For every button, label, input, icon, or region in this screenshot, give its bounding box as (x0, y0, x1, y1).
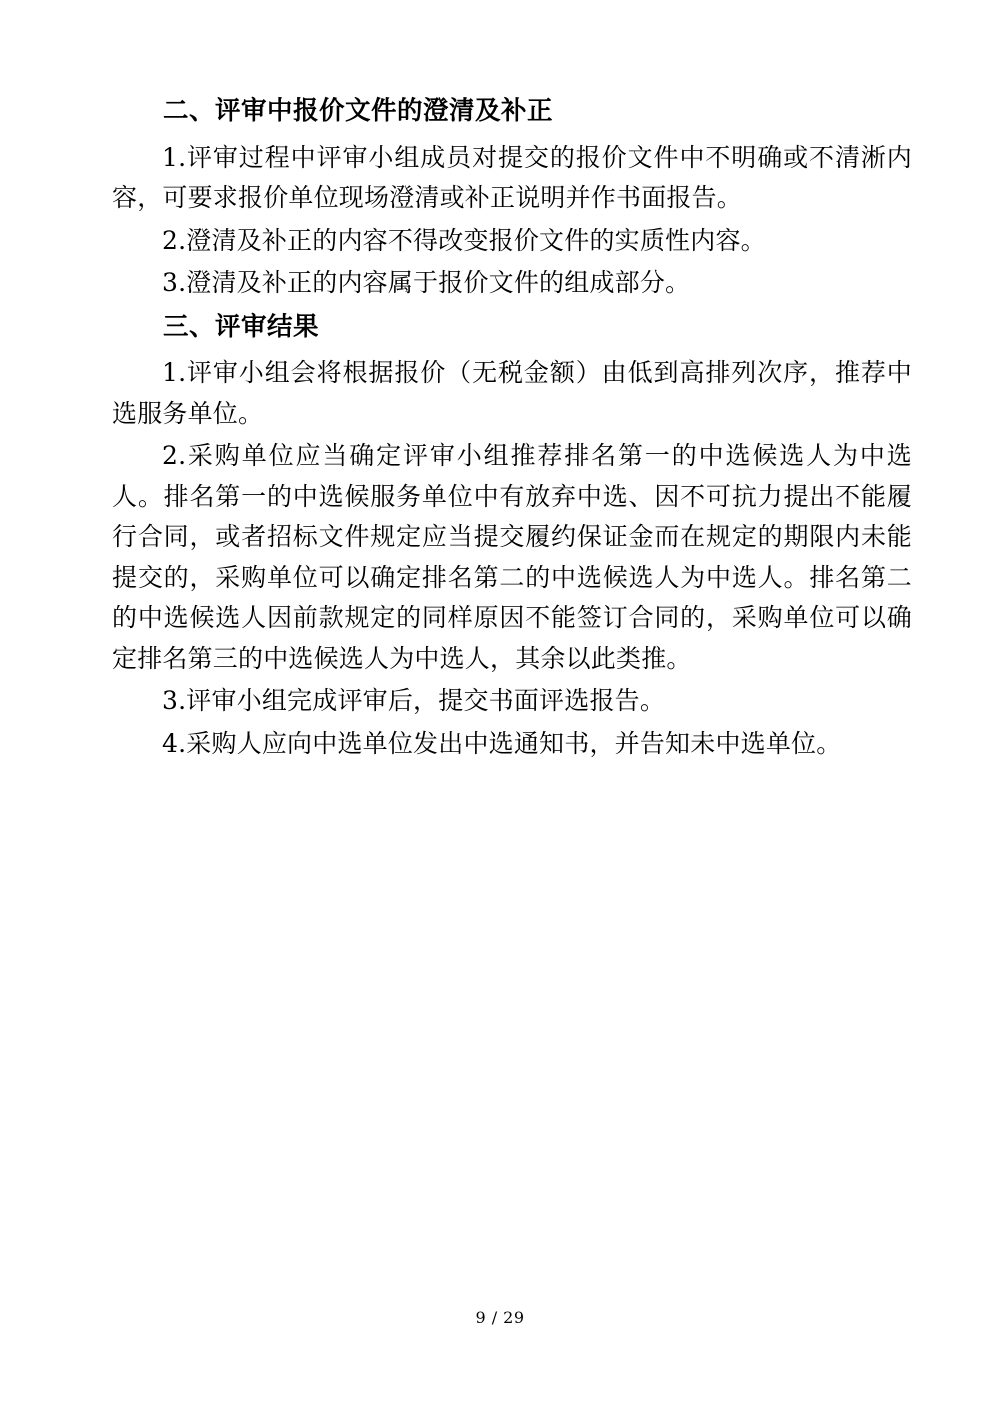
page-number-footer: 9 / 29 (475, 1308, 525, 1327)
paragraph-3-4: 4.采购人应向中选单位发出中选通知书，并告知未中选单位。 (162, 728, 842, 758)
paragraph-3-3: 3.评审小组完成评审后，提交书面评选报告。 (162, 686, 666, 716)
paragraph-2-2: 2.澄清及补正的内容不得改变报价文件的实质性内容。 (162, 225, 766, 255)
paragraph-3-1: 1.评审小组会将根据报价（无税金额）由低到高排列次序，推荐中选服务单位。 (112, 358, 912, 428)
section-heading-two: 二、评审中报价文件的澄清及补正 (163, 96, 554, 126)
paragraph-3-2: 2.采购单位应当确定评审小组推荐排名第一的中选候选人为中选人。排名第一的中选候服务单位中有放弃中选、因不可抗力提出不能履行合同，或者招标文件规定应当提交履约保证金而在规定的期限内未能提交的，采购单位可以确定排名第二的中选候选人为中选人。排名第二的中选候选人因前款规定的同样原因不能签订合同的，采购单位可以确定排名第三的中选候选人为中选人，其余以此类推。 (112, 441, 912, 673)
paragraph-2-1: 1.评审过程中评审小组成员对提交的报价文件中不明确或不清淅内容，可要求报价单位现场澄清或补正说明并作书面报告。 (112, 142, 912, 213)
document-body (112, 92, 912, 766)
section-heading-three: 三、评审结果 (163, 311, 320, 342)
paragraph-2-3: 3.澄清及补正的内容属于报价文件的组成部分。 (162, 268, 691, 298)
